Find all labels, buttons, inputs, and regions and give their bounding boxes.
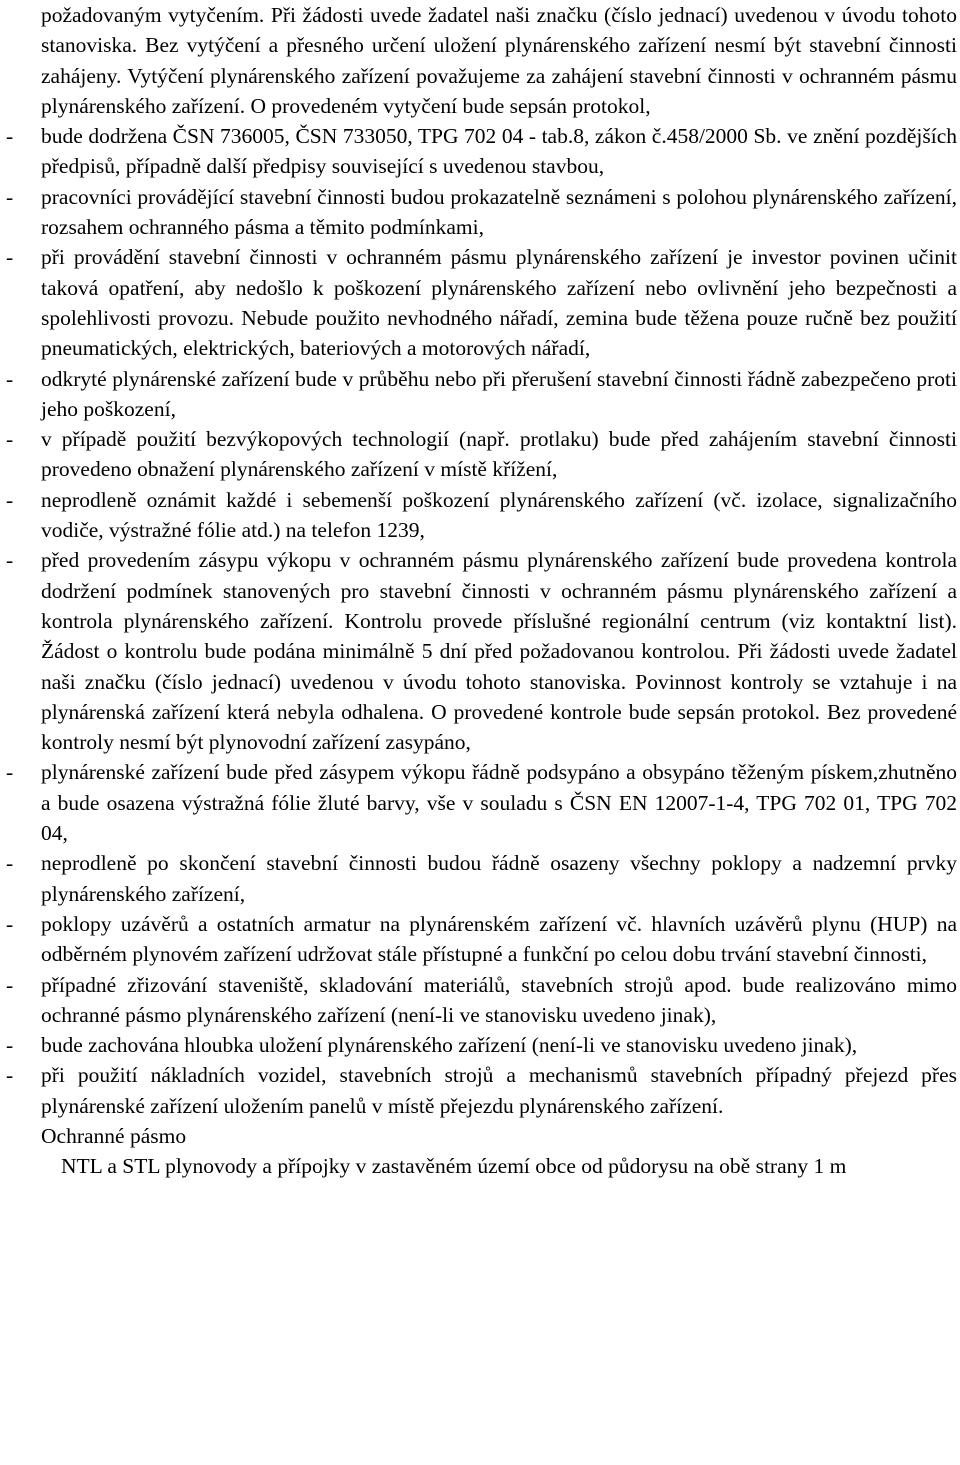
list-dash: - xyxy=(6,911,14,936)
list-item xyxy=(6,1060,957,1121)
list-item xyxy=(6,848,957,909)
list-item-text: poklopy uzávěrů a ostatních armatur na plynárenském zařízení vč. hlavních uzávěrů plynu (HUP) na odběrném plynovém zařízení udržovat stále přístupné a funkční po celou dobu trvání stavební činnosti, xyxy=(41,911,957,967)
list-item-text: neprodleně po skončení stavební činnosti budou řádně osazeny všechny poklopy a nadzemní prvky plynárenského zařízení, xyxy=(41,851,957,906)
section-heading: Ochranné pásmo xyxy=(41,1123,187,1148)
list-item-text: v případě použití bezvýkopových technologií (např. protlaku) bude před zahájením stavební činnosti provedeno obnažení plynárenského zařízení v místě křížení, xyxy=(41,427,957,482)
list-dash: - xyxy=(6,366,14,391)
list-dash: - xyxy=(6,184,14,209)
list-item-text: při použití nákladních vozidel, stavebních strojů a mechanismů stavebních případný přejezd přes plynárenské zařízení uložením panelů v místě přejezdu plynárenského zařízení. xyxy=(41,1063,957,1118)
list-item-text: odkryté plynárenské zařízení bude v průběhu nebo při přerušení stavební činnosti řádně zabezpečeno proti jeho poškození, xyxy=(41,366,957,421)
list-item xyxy=(6,121,957,182)
intro-paragraph: požadovaným vytyčením. Při žádosti uvede žadatel naši značku (číslo jednací) uvedenou v úvodu tohoto stanoviska. Bez vytýčení a přesného určení uložení plynárenského zařízení nesmí být stavební činnosti zahájeny. Vytýčení plynárenského zařízení považujeme za zahájení stavební činnosti v ochranném pásmu plynárenského zařízení. O provedeném vytyčení bude sepsán protokol, xyxy=(41,3,957,118)
list-item xyxy=(6,1030,957,1060)
list-dash: - xyxy=(6,760,14,785)
list-dash: - xyxy=(6,851,14,876)
list-dash: - xyxy=(6,972,14,997)
list-item-text: pracovníci provádějící stavební činnosti budou prokazatelně seznámeni s polohou plynárenského zařízení, rozsahem ochranného pásma a těmito podmínkami, xyxy=(41,184,957,240)
list-dash: - xyxy=(6,124,14,149)
list-item xyxy=(6,909,957,970)
list-item xyxy=(6,545,957,757)
section-text: NTL a STL plynovody a přípojky v zastavěném území obce od půdorysu na obě strany 1 m xyxy=(61,1154,847,1179)
list-item-text: bude zachována hloubka uložení plynárenského zařízení (není-li ve stanovisku uvedeno jinak), xyxy=(41,1033,858,1058)
list-item xyxy=(6,182,957,243)
list-item-text: bude dodržena ČSN 736005, ČSN 733050, TPG 702 04 - tab.8, zákon č.458/2000 Sb. ve znění pozdějších předpisů, případně další předpisy související s uvedenou stavbou, xyxy=(41,124,957,179)
list-item-text: při provádění stavební činnosti v ochranném pásmu plynárenského zařízení je investor povinen učinit taková opatření, aby nedošlo k poškození plynárenského zařízení nebo ovlivnění jeho bezpečnosti a spolehlivosti provozu. Nebude použito nevhodného nářadí, zemina bude těžena pouze ručně bez použití pneumatických, elektrických, bateriových a motorových nářadí, xyxy=(41,245,957,361)
list-item-text: před provedením zásypu výkopu v ochranném pásmu plynárenského zařízení bude provedena kontrola dodržení podmínek stanovených pro stavební činnosti v ochranném pásmu plynárenského zařízení a kontrola plynárenského zařízení. Kontrolu provede příslušné regionální centrum (viz kontaktní list). Žádost o kontrolu bude podána minimálně 5 dní před požadovanou kontrolou. Při žádosti uvede žadatel naši značku (číslo jednací) uvedenou v úvodu tohoto stanoviska. Povinnost kontroly se vztahuje i na plynárenská zařízení která nebyla odhalena. O provedené kontrole bude sepsán protokol. Bez provedené kontroly nesmí být plynovodní zařízení zasypáno, xyxy=(41,548,957,755)
list-dash: - xyxy=(6,1033,14,1058)
list-item xyxy=(6,970,957,1031)
list-item xyxy=(6,485,957,546)
list-dash: - xyxy=(6,548,14,573)
list-dash: - xyxy=(6,427,14,452)
list-dash: - xyxy=(6,487,14,512)
list-item xyxy=(6,757,957,848)
list-item-text: neprodleně oznámit každé i sebemenší poškození plynárenského zařízení (vč. izolace, signalizačního vodiče, výstražné fólie atd.) na telefon 1239, xyxy=(41,487,957,543)
list-item xyxy=(6,364,957,425)
list-dash: - xyxy=(6,1063,14,1088)
list-item-text: plynárenské zařízení bude před zásypem výkopu řádně podsypáno a obsypáno těženým pískem,zhutněno a bude osazena výstražná fólie žluté barvy, vše v souladu s ČSN EN 12007-1-4, TPG 702 01, TPG 702 04, xyxy=(41,760,957,846)
list-item-text: případné zřizování staveniště, skladování materiálů, stavebních strojů apod. bude realizováno mimo ochranné pásmo plynárenského zařízení (není-li ve stanovisku uvedeno jinak), xyxy=(41,972,957,1027)
list-item xyxy=(6,242,957,363)
list-item xyxy=(6,424,957,485)
list-dash: - xyxy=(6,245,14,270)
